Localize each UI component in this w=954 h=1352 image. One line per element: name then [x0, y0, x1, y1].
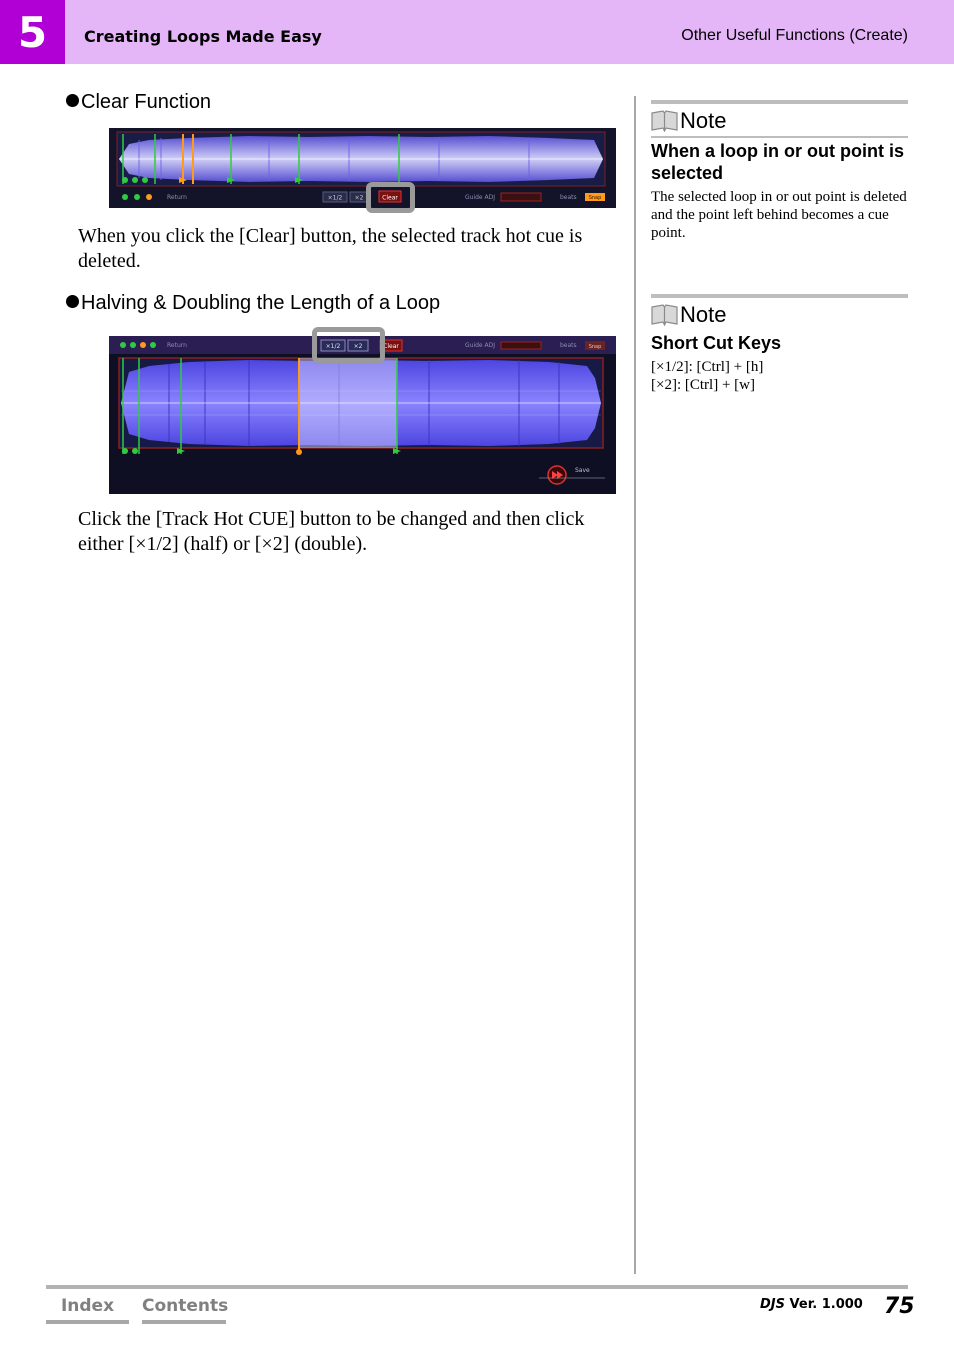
- shortcut-double: [×2]: [Ctrl] + [w]: [651, 377, 755, 393]
- page-header: [0, 0, 954, 64]
- chapter-title: Creating Loops Made Easy: [84, 27, 322, 46]
- note-body: [651, 358, 908, 394]
- svg-text:Snap: Snap: [588, 344, 602, 350]
- svg-text:Clear: Clear: [382, 194, 398, 202]
- svg-text:Return: Return: [167, 342, 187, 349]
- clear-button-highlight: [366, 182, 415, 213]
- svg-text:Guide ADJ: Guide ADJ: [465, 342, 496, 349]
- footer-rule: [46, 1285, 908, 1289]
- note-shortcut-keys: [651, 294, 908, 394]
- note-body: The selected loop in or out point is deleted and the point left behind becomes a cue point.: [651, 189, 907, 241]
- svg-text:×2: ×2: [353, 343, 363, 350]
- clear-function-heading: Clear Function: [66, 91, 211, 114]
- index-link[interactable]: Index: [46, 1292, 129, 1324]
- svg-text:Clear: Clear: [383, 343, 399, 350]
- bullet-icon: [66, 295, 79, 308]
- multiplier-buttons-highlight: [312, 327, 385, 363]
- note-label: Note: [680, 108, 727, 133]
- halving-heading: Halving & Doubling the Length of a Loop: [66, 292, 440, 315]
- svg-text:×2: ×2: [354, 194, 364, 202]
- book-icon: [651, 304, 678, 326]
- note-label: Note: [680, 302, 727, 327]
- note-title: Short Cut Keys: [651, 333, 782, 353]
- note-rule: [651, 100, 908, 104]
- svg-text:Snap: Snap: [588, 195, 602, 201]
- note-title: When a loop in or out point is selected: [651, 141, 904, 183]
- bullet-icon: [66, 94, 79, 107]
- svg-text:×1/2: ×1/2: [327, 194, 343, 202]
- chapter-number: 5: [0, 0, 65, 64]
- note-loop-point: [651, 100, 908, 242]
- contents-link[interactable]: Contents: [142, 1292, 226, 1324]
- clear-screenshot: [109, 128, 616, 208]
- brand-name: DJS: [760, 1297, 785, 1312]
- svg-text:beats: beats: [560, 194, 577, 201]
- book-icon: [651, 110, 678, 132]
- svg-text:beats: beats: [560, 342, 577, 349]
- halving-text: Click the [Track Hot CUE] button to be changed and then click either [×1/2] (half) or [×2] (double).: [78, 508, 585, 555]
- clear-function-text: When you click the [Clear] button, the selected track hot cue is deleted.: [78, 225, 583, 272]
- column-divider: [634, 96, 636, 1274]
- shortcut-half: [×1/2]: [Ctrl] + [h]: [651, 359, 764, 375]
- note-subrule: [651, 136, 908, 138]
- section-title: Other Useful Functions (Create): [681, 27, 908, 44]
- note-rule: [651, 294, 908, 298]
- svg-text:×1/2: ×1/2: [325, 343, 341, 350]
- svg-text:Guide ADJ: Guide ADJ: [465, 194, 496, 201]
- page-number: 75: [884, 1294, 915, 1319]
- svg-text:Return: Return: [167, 194, 187, 201]
- clear-waveform-image: [109, 128, 616, 208]
- version-label: [760, 1297, 863, 1312]
- svg-text:Save: Save: [575, 467, 590, 474]
- version-number: Ver. 1.000: [789, 1297, 863, 1312]
